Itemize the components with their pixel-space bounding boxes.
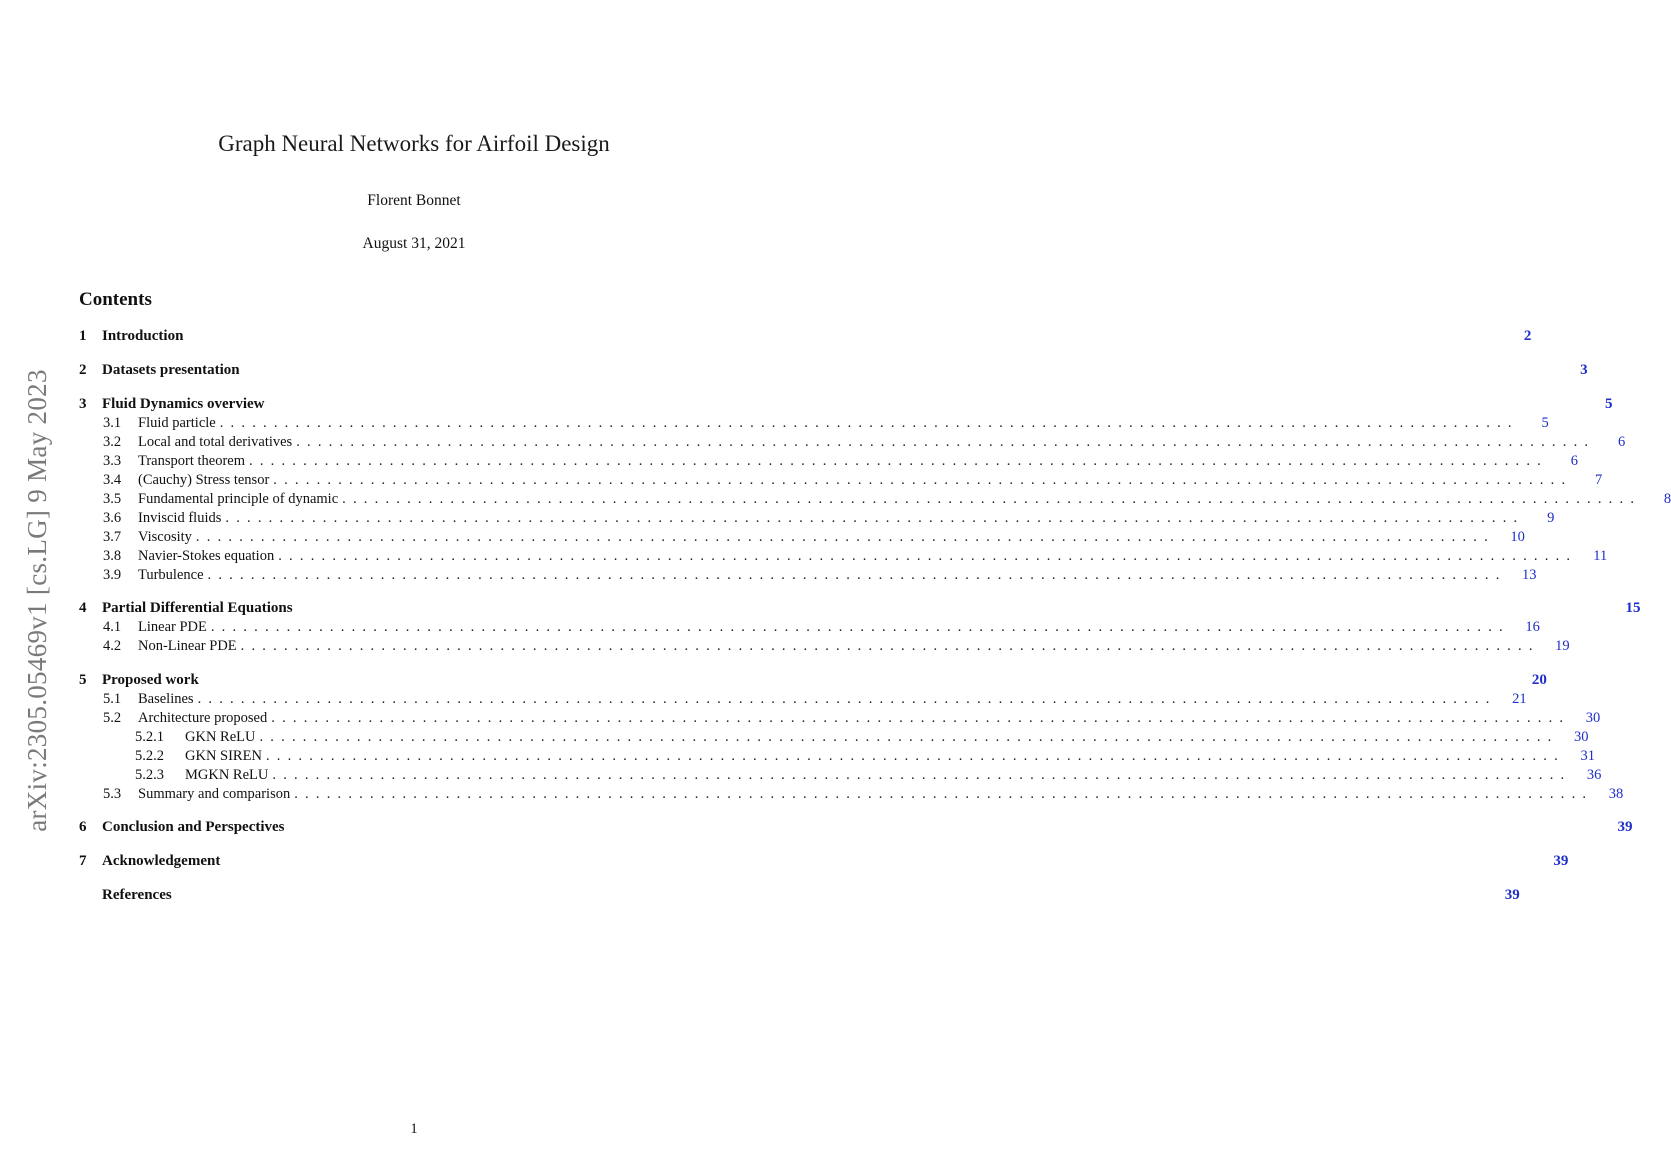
- toc-entry-title[interactable]: Datasets presentation: [102, 362, 240, 378]
- toc-entry[interactable]: [79, 327, 1532, 346]
- toc-entry-number: 3.4: [103, 472, 122, 488]
- toc-entry-number: 1: [79, 328, 87, 344]
- toc-entry-title[interactable]: Introduction: [102, 328, 184, 344]
- toc-entry[interactable]: [79, 747, 1595, 766]
- toc-page-link[interactable]: 21: [1512, 691, 1527, 707]
- toc-entry[interactable]: [79, 728, 1589, 747]
- toc-leader-dots: ........................................................................................................................: [271, 710, 1571, 726]
- toc-page-link[interactable]: 39: [1553, 853, 1569, 869]
- toc-entry-number: 5.3: [103, 786, 122, 802]
- page-number: 1: [410, 1121, 418, 1137]
- toc-page-link[interactable]: 30: [1573, 729, 1589, 745]
- toc-entry-title[interactable]: References: [102, 887, 172, 903]
- toc-entry[interactable]: [79, 690, 1527, 709]
- toc-entry-number: 3.1: [103, 415, 122, 431]
- toc-entry[interactable]: [79, 671, 1547, 690]
- toc-leader-dots: ........................................................................................................................: [296, 434, 1596, 450]
- toc-entry-title[interactable]: GKN ReLU: [185, 729, 256, 745]
- toc-entry-title[interactable]: Fluid particle: [138, 415, 216, 431]
- toc-entry-number: 4: [79, 600, 87, 616]
- toc-leader-dots: ........................................................................................................................: [219, 415, 1519, 431]
- toc-entry-title[interactable]: Transport theorem: [138, 453, 245, 469]
- toc-page-link[interactable]: 5: [1541, 415, 1549, 431]
- toc-entry-number: 5.2: [103, 710, 122, 726]
- toc-leader-dots: ........................................................................................................................: [342, 491, 1642, 507]
- toc-entry-number: 5.1: [103, 691, 122, 707]
- toc-entry-title[interactable]: Linear PDE: [138, 619, 207, 635]
- toc-leader-dots: ........................................................................................................................: [210, 619, 1510, 635]
- toc-leader-dots: ........................................................................................................................: [294, 786, 1594, 802]
- toc-entry[interactable]: [79, 852, 1569, 871]
- toc-entry-title[interactable]: Turbulence: [138, 567, 204, 583]
- toc-entry[interactable]: [79, 509, 1555, 528]
- toc-entry-number: 5.2.3: [135, 767, 164, 783]
- toc-entry-title[interactable]: Acknowledgement: [102, 853, 221, 869]
- toc-page-link[interactable]: 16: [1525, 619, 1540, 635]
- toc-page-link[interactable]: 5: [1605, 396, 1613, 412]
- toc-entry[interactable]: [79, 566, 1537, 585]
- toc-leader-dots: ........................................................................................................................: [197, 691, 1497, 707]
- toc-entry[interactable]: [79, 452, 1578, 471]
- toc-entry-number: 3.2: [103, 434, 122, 450]
- toc-entry-number: 3.7: [103, 529, 122, 545]
- toc-page-link[interactable]: 38: [1608, 786, 1624, 802]
- toc-entry-title[interactable]: Navier-Stokes equation: [138, 548, 275, 564]
- toc-page-link[interactable]: 20: [1531, 672, 1547, 688]
- toc-page-link[interactable]: 39: [1504, 887, 1520, 903]
- toc-leader-dots: ........................................................................................................................: [240, 638, 1540, 654]
- arxiv-sidebar-stamp: [17, 360, 57, 840]
- toc-entry-number: 5.2.1: [135, 729, 164, 745]
- toc-page-link[interactable]: 3: [1580, 362, 1588, 378]
- toc-entry-number: 5: [79, 672, 87, 688]
- toc-leader-dots: ........................................................................................................................: [207, 567, 1507, 583]
- toc-entry-number: 6: [79, 819, 87, 835]
- toc-page-link[interactable]: 31: [1580, 748, 1595, 764]
- toc-entry-number: 5.2.2: [135, 748, 164, 764]
- toc-entry-number: 4.2: [103, 638, 122, 654]
- toc-leader-dots: ........................................................................................................................: [278, 548, 1578, 564]
- toc-leader-dots: ........................................................................................................................: [265, 748, 1565, 764]
- toc-leader-dots: ........................................................................................................................: [225, 510, 1525, 526]
- toc-page-link[interactable]: 30: [1585, 710, 1601, 726]
- toc-leader-dots: ........................................................................................................................: [195, 529, 1495, 545]
- toc-entry-title[interactable]: Architecture proposed: [138, 710, 268, 726]
- toc-entry-title[interactable]: Fluid Dynamics overview: [102, 396, 265, 412]
- toc-entry-title[interactable]: GKN SIREN: [185, 748, 262, 764]
- toc-entry-title[interactable]: Summary and comparison: [138, 786, 291, 802]
- toc-entry[interactable]: [79, 395, 1613, 414]
- toc-page-link[interactable]: 9: [1547, 510, 1555, 526]
- toc-entry[interactable]: [79, 618, 1540, 637]
- toc-leader-dots: ........................................................................................................................: [259, 729, 1559, 745]
- toc-entry[interactable]: [79, 471, 1603, 490]
- toc-entry-title[interactable]: Inviscid fluids: [138, 510, 222, 526]
- toc-entry-number: 3.3: [103, 453, 122, 469]
- toc-entry-title[interactable]: Baselines: [138, 691, 194, 707]
- toc-page-link[interactable]: 6: [1617, 434, 1626, 450]
- toc-entry[interactable]: [79, 637, 1570, 656]
- toc-entry[interactable]: [79, 785, 1624, 804]
- toc-page-link[interactable]: 36: [1586, 767, 1602, 783]
- toc-page-link[interactable]: 39: [1617, 819, 1633, 835]
- toc-entry-number: 3.8: [103, 548, 122, 564]
- toc-entry-number: 3.9: [103, 567, 122, 583]
- paper-date: August 31, 2021: [362, 235, 466, 252]
- toc-entry-title[interactable]: Partial Differential Equations: [102, 600, 293, 616]
- toc-entry-number: 2: [79, 362, 87, 378]
- toc-entry-title[interactable]: Fundamental principle of dynamic: [138, 491, 339, 507]
- toc-entry-number: 3.5: [103, 491, 122, 507]
- toc-page-link[interactable]: 10: [1510, 529, 1525, 545]
- toc-leader-dots: ........................................................................................................................: [272, 767, 1572, 783]
- toc-entry-number: 7: [79, 853, 87, 869]
- toc-page-link[interactable]: 19: [1555, 638, 1570, 654]
- toc-entry-title[interactable]: Local and total derivatives: [138, 434, 293, 450]
- toc-leader-dots: ........................................................................................................................: [273, 472, 1573, 488]
- toc-leader-dots: ........................................................................................................................: [249, 453, 1548, 469]
- toc-entry-title[interactable]: MGKN ReLU: [185, 767, 269, 783]
- toc-page-link[interactable]: 2: [1523, 328, 1532, 344]
- toc-entry[interactable]: [79, 433, 1626, 452]
- toc-entry[interactable]: [79, 547, 1608, 566]
- toc-entry-title[interactable]: (Cauchy) Stress tensor: [138, 472, 270, 488]
- toc-page-link[interactable]: 8: [1663, 491, 1671, 507]
- paper-title: Graph Neural Networks for Airfoil Design: [218, 131, 610, 156]
- toc-entry-title[interactable]: Viscosity: [138, 529, 192, 545]
- toc-entry[interactable]: [79, 528, 1525, 547]
- toc-entry-number: 3.6: [103, 510, 122, 526]
- toc-entry[interactable]: [79, 490, 1671, 509]
- toc-entry-title[interactable]: Proposed work: [102, 672, 199, 688]
- toc-entry-title[interactable]: Conclusion and Perspectives: [102, 819, 285, 835]
- toc-entry[interactable]: [79, 818, 1633, 837]
- paper-author: Florent Bonnet: [367, 192, 461, 209]
- toc-entry-title[interactable]: Non-Linear PDE: [138, 638, 237, 654]
- arxiv-stamp-text: arXiv:2305.05469v1 [cs.LG] 9 May 2023: [21, 368, 52, 832]
- toc-entry-number: 3: [79, 396, 87, 412]
- toc-entry[interactable]: [79, 361, 1588, 380]
- toc-page-link[interactable]: 11: [1593, 548, 1608, 564]
- toc-page-link[interactable]: 13: [1522, 567, 1537, 583]
- toc-page-link[interactable]: 6: [1570, 453, 1578, 469]
- toc-entry[interactable]: [79, 414, 1549, 433]
- contents-heading: Contents: [79, 289, 152, 310]
- toc-entry-number: 4.1: [103, 619, 122, 635]
- toc-page-link[interactable]: 7: [1595, 472, 1603, 488]
- toc-entry[interactable]: [79, 709, 1601, 728]
- toc-entry[interactable]: [79, 886, 1520, 905]
- toc-entry[interactable]: [79, 766, 1602, 785]
- toc-page-link[interactable]: 15: [1625, 600, 1641, 616]
- toc-entry[interactable]: [79, 599, 1641, 618]
